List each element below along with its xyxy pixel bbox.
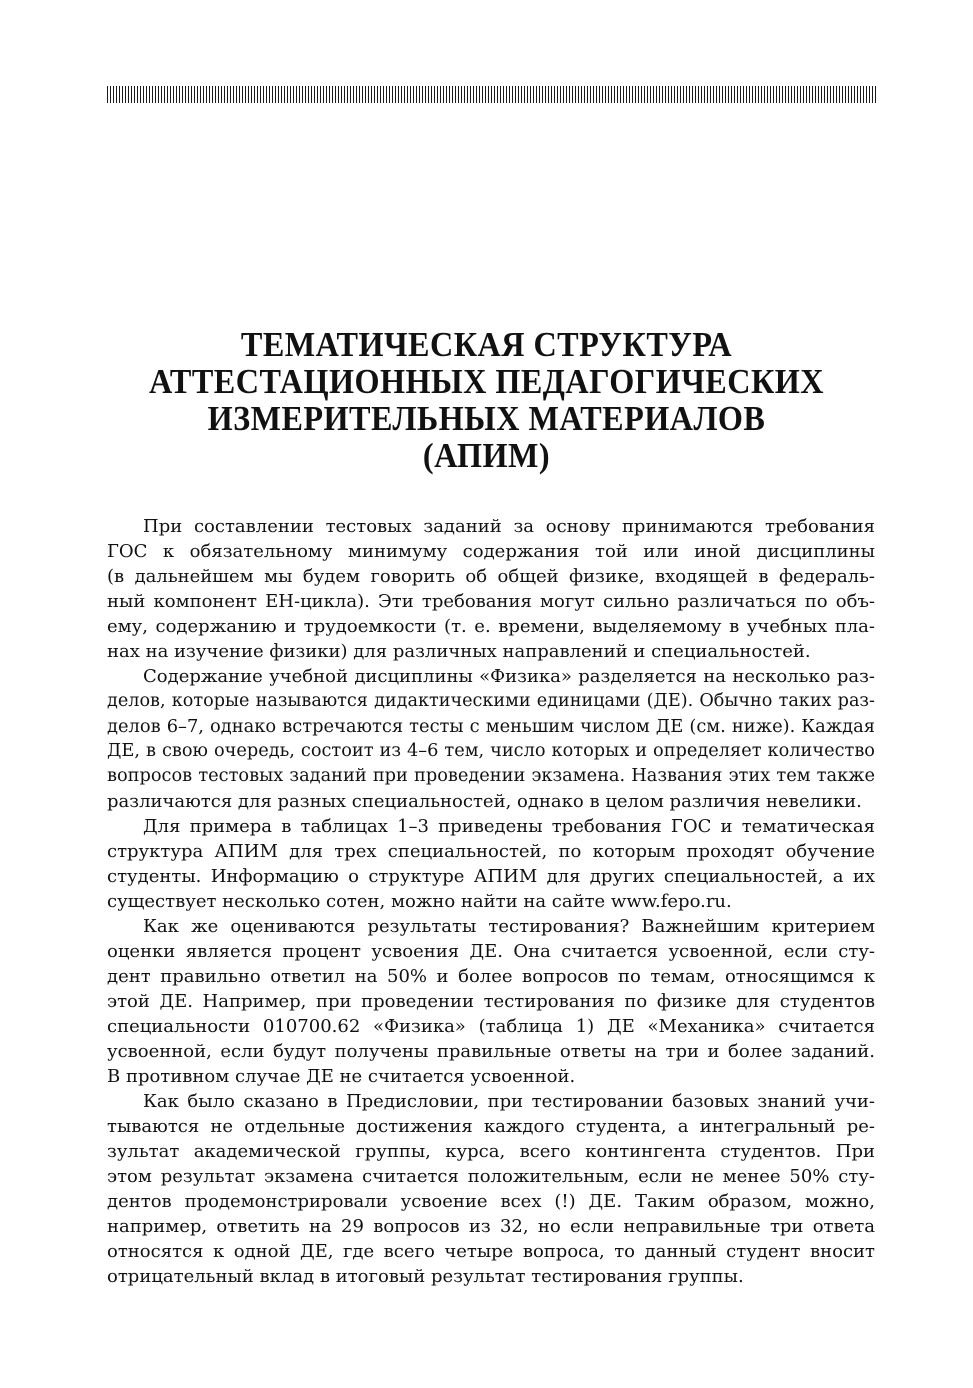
text-line: ный компонент ЕН-цикла). Эти требования могут сильно различаться по объ- [107, 591, 875, 612]
text-line: Для примера в таблицах 1–3 приведены требования ГОС и тематическая [143, 816, 875, 837]
text-line: этой ДЕ. Например, при проведении тестирования по физике для студентов [107, 991, 875, 1012]
text-line: структура АПИМ для трех специальностей, по которым проходят обучение [107, 841, 875, 862]
text-line: (в дальнейшем мы будем говорить об общей физике, входящей в федераль- [107, 566, 875, 587]
text-line: студенты. Информацию о структуре АПИМ для других специальностей, а их [107, 866, 875, 887]
text-line: дент правильно ответил на 50% и более вопросов по темам, относящимся к [107, 966, 875, 987]
decorative-header-rule [107, 86, 877, 103]
text-line: делов 6–7, однако встречаются тесты с меньшим числом ДЕ (см. ниже). Каждая [107, 716, 875, 737]
paragraph-5 [107, 1089, 875, 1289]
text-line: зультат академической группы, курса, всего контингента студентов. При [107, 1141, 875, 1162]
text-line: существует несколько сотен, можно найти на сайте www.fepo.ru. [107, 891, 732, 912]
title-line: АТТЕСТАЦИОННЫХ ПЕДАГОГИЧЕСКИХ [149, 362, 824, 401]
paragraph-2 [107, 664, 875, 814]
text-line: Содержание учебной дисциплины «Физика» разделяется на несколько раз- [143, 666, 875, 687]
text-line: ГОС к обязательному минимуму содержания той или иной дисциплины [107, 541, 875, 562]
text-line: ему, содержанию и трудоемкости (т. е. времени, выделяемому в учебных пла- [107, 616, 875, 637]
text-line: При составлении тестовых заданий за основу принимаются требования [143, 516, 875, 537]
paragraph-1 [107, 514, 875, 664]
text-line: отрицательный вклад в итоговый результат тестирования группы. [107, 1266, 744, 1287]
body-text [107, 514, 875, 1289]
text-line: В противном случае ДЕ не считается усвоенной. [107, 1066, 576, 1087]
text-line: этом результат экзамена считается положительным, если не менее 50% сту- [107, 1166, 875, 1187]
text-line: тываются не отдельные достижения каждого студента, а интегральный ре- [107, 1116, 875, 1137]
text-line: вопросов тестовых заданий при проведении экзамена. Названия этих тем также [107, 766, 875, 786]
text-line: различаются для разных специальностей, однако в целом различия невелики. [107, 791, 862, 812]
text-line: делов, которые называются дидактическими единицами (ДЕ). Обычно таких раз- [107, 691, 875, 711]
text-line: например, ответить на 29 вопросов из 32, но если неправильные три ответа [107, 1216, 875, 1237]
title-line: ТЕМАТИЧЕСКАЯ СТРУКТУРА [240, 325, 733, 364]
text-line: усвоенной, если будут получены правильные ответы на три и более заданий. [107, 1041, 875, 1062]
text-line: относятся к одной ДЕ, где всего четыре вопроса, то данный студент вносит [107, 1241, 875, 1262]
paragraph-3 [107, 814, 875, 914]
title-line: (АПИМ) [422, 436, 551, 475]
title-line: ИЗМЕРИТЕЛЬНЫХ МАТЕРИАЛОВ [207, 399, 766, 438]
text-line: Как же оцениваются результаты тестирования? Важнейшим критерием [143, 916, 875, 937]
page-title [39, 326, 934, 474]
text-line: специальности 010700.62 «Физика» (таблица 1) ДЕ «Механика» считается [107, 1016, 875, 1037]
text-line: дентов продемонстрировали усвоение всех (!) ДЕ. Таким образом, можно, [107, 1191, 875, 1212]
paragraph-4 [107, 914, 875, 1089]
text-line: нах на изучение физики) для различных направлений и специальностей. [107, 641, 811, 662]
text-line: ДЕ, в свою очередь, состоит из 4–6 тем, число которых и определяет количество [107, 741, 875, 761]
text-line: оценки является процент усвоения ДЕ. Она считается усвоенной, если сту- [107, 941, 875, 962]
text-line: Как было сказано в Предисловии, при тестировании базовых знаний учи- [143, 1091, 875, 1112]
